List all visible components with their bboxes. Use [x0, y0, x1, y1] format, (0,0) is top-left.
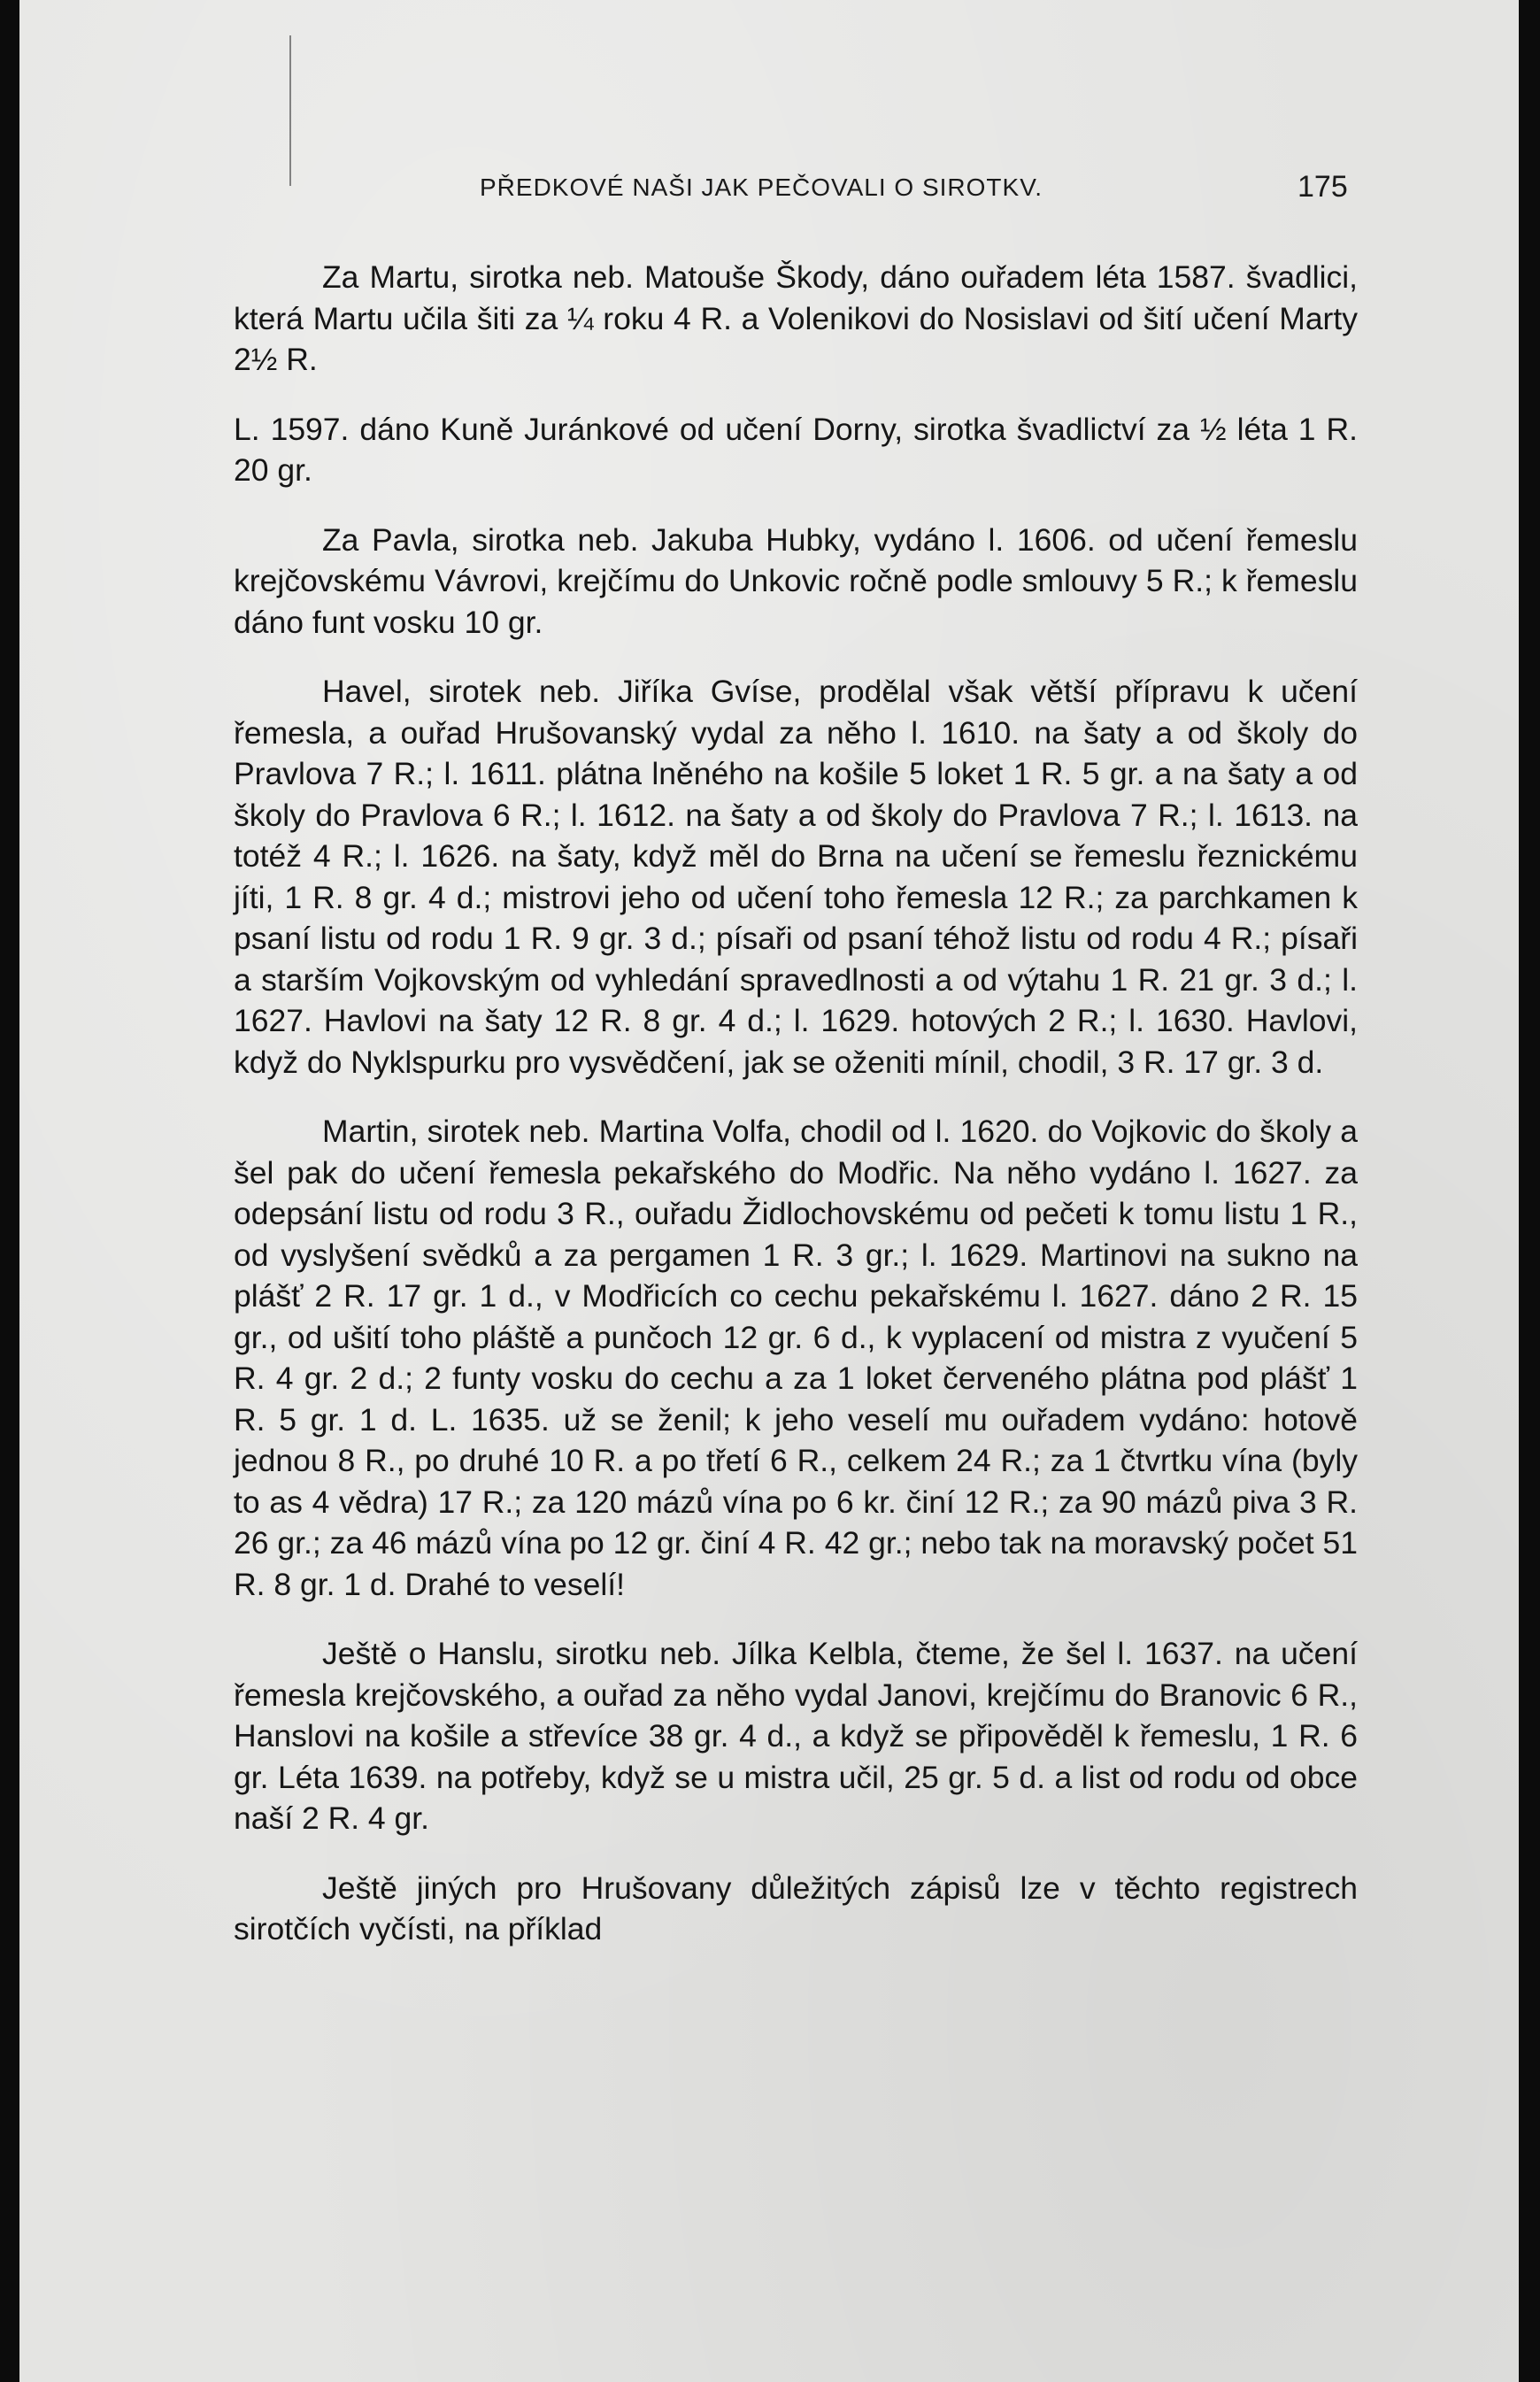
paragraph-hansl: Ještě o Hanslu, sirotku neb. Jílka Kelbla, čteme, že šel l. 1637. na učení řemesla krejčovského, a ouřad za něho vydal Janovi, krejčímu do Branovic 6 R., Hanslovi na košile a střevíce 38 gr. 4 d., a když se připověděl k řemeslu, 1 R. 6 gr. Léta 1639. na potřeby, když se u mistra učil, 25 gr. 5 d. a list od rodu od obce naší 2 R. 4 gr. [234, 1636, 1358, 1836]
paragraph-marta: Za Martu, sirotka neb. Matouše Škody, dáno ouřadem léta 1587. švadlici, která Martu učila šiti za ¼ roku 4 R. a Volenikovi do Nosislavi od šití učení Marty 2½ R. [234, 259, 1358, 377]
book-page [19, 0, 1519, 2382]
paragraph-closing: Ještě jiných pro Hrušovany důležitých zápisů lze v těchto registrech sirotčích vyčísti, na příklad [234, 1869, 1358, 1946]
paragraph-pavel: Za Pavla, sirotka neb. Jakuba Hubky, vydáno l. 1606. od učení řemeslu krejčovskému Vávrovi, krejčímu do Unkovic ročně podle smlouvy 5 R.; k řemeslu dáno funt vosku 10 gr. [234, 521, 1358, 640]
body-text [234, 257, 1358, 1978]
running-header: PŘEDKOVÉ NAŠI JAK PEČOVALI O SIROTKV. [480, 173, 1043, 201]
paragraph-martin: Martin, sirotek neb. Martina Volfa, chodil od l. 1620. do Vojkovic do školy a šel pak do učení řemesla pekařského do Modřic. Na něho vydáno l. 1627. za odepsání listu od rodu 3 R., ouřadu Židlochovskému od pečeti k tomu listu 1 R., od vyslyšení svědků a za pergamen 1 R. 3 gr.; l. 1629. Martinovi na sukno na plášť 2 R. 17 gr. 1 d., v Modřicích co cechu pekařskému l. 1627. dáno 2 R. 15 gr., od ušití toho pláště a punčoch 12 gr. 6 d., k vyplacení od mistra z vyučení 5 R. 4 gr. 2 d.; 2 funty vosku do cechu a za 1 loket červeného plátna pod plášť 1 R. 5 gr. 1 d. L. 1635. už se ženil; k jeho veselí mu ouřadem vydáno: hotově jednou 8 R., po druhé 10 R. a po třetí 6 R., celkem 24 R.; za 1 čtvrtku vína (byly to as 4 vědra) 17 R.; za 120 mázů vína po 6 kr. činí 12 R.; za 90 mázů piva 3 R. 26 gr.; za 46 mázů vína po 12 gr. činí 4 R. 42 gr.; nebo tak na moravský počet 51 R. 8 gr. 1 d. Drahé to veselí! [234, 1114, 1358, 1602]
paragraph-havel: Havel, sirotek neb. Jiříka Gvíse, prodělal však větší přípravu k učení řemesla, a ouřad Hrušovanský vydal za něho l. 1610. na šaty a od školy do Pravlova 7 R.; l. 1611. plátna lněného na košile 5 loket 1 R. 5 gr. a na šaty a od školy do Pravlova 6 R.; l. 1612. na šaty a od školy do Pravlova 7 R.; l. 1613. na totéž 4 R.; l. 1626. na šaty, když měl do Brna na učení se řemeslu řeznickému jíti, 1 R. 8 gr. 4 d.; mistrovi jeho od učení toho řemesla 12 R.; za parchkamen k psaní listu od rodu 1 R. 9 gr. 3 d.; písaři od psaní téhož listu od rodu 4 R.; písaři a starším Vojkovským od vyhledání spravedlnosti a od výtahu 1 R. 21 gr. 3 d.; l. 1627. Havlovi na šaty 12 R. 8 gr. 4 d.; l. 1629. hotových 2 R.; l. 1630. Havlovi, když do Nyklspurku pro vysvědčení, jak se oženiti mínil, chodil, 3 R. 17 gr. 3 d. [234, 674, 1358, 1080]
paragraph-dorna: L. 1597. dáno Kuně Juránkové od učení Dorny, sirotka švadlictví za ½ léta 1 R. 20 gr. [234, 411, 1358, 488]
page-number: 175 [1297, 170, 1348, 204]
gutter-mark [289, 35, 291, 186]
